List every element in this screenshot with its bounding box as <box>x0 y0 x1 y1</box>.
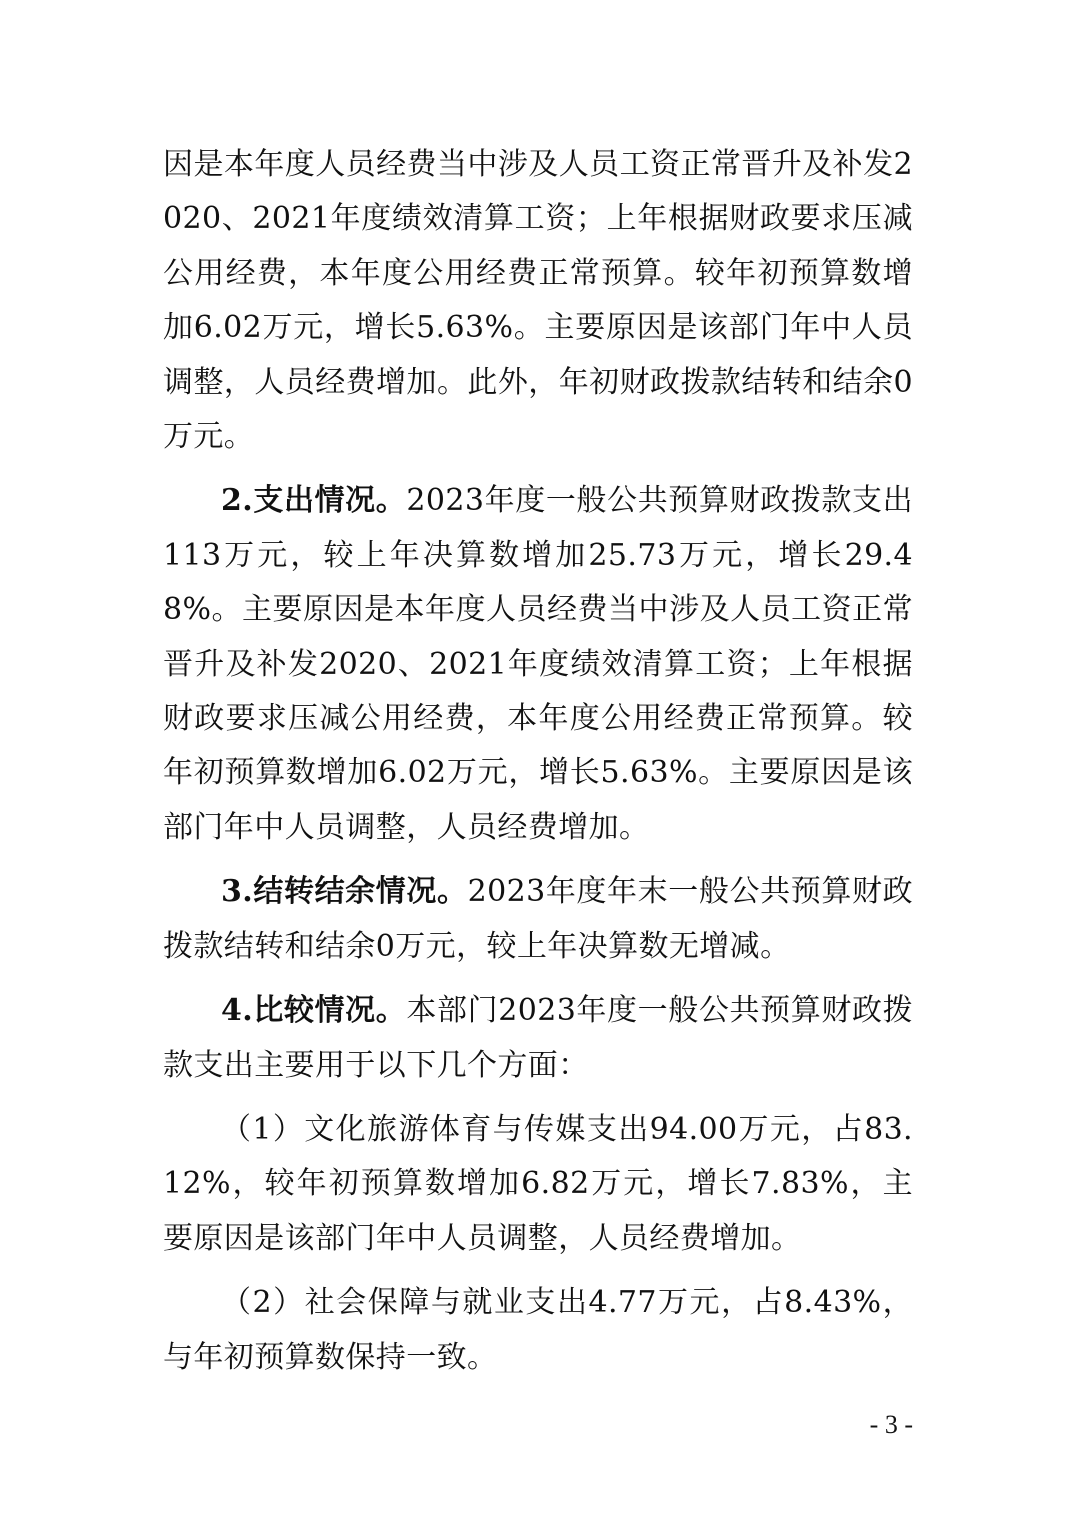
section-heading-carryover: 3.结转结余情况。 <box>221 874 468 910</box>
section-heading-expenditure: 2.支出情况。 <box>221 483 407 519</box>
paragraph-item-culture <box>163 1103 913 1266</box>
paragraph-text: 2023年度一般公共预算财政拨款支出113万元，较上年决算数增加25.73万元，增长29.48%。主要原因是本年度人员经费当中涉及人员工资正常晋升及补发2020、2021年度绩效清算工资；上年根据财政要求压减公用经费，本年度公用经费正常预算。较年初预算数增加6.02万元，增长5.63%。主要原因是该部门年中人员调整，人员经费增加。 <box>163 483 913 845</box>
paragraph-text: 本部门2023年度一般公共预算财政拨款支出主要用于以下几个方面： <box>163 993 913 1083</box>
paragraph-text: 2023年度年末一般公共预算财政拨款结转和结余0万元，较上年决算数无增减。 <box>163 874 914 964</box>
page-number: - 3 - <box>869 1410 913 1439</box>
section-heading-comparison: 4.比较情况。 <box>221 993 407 1029</box>
paragraph-continued <box>163 138 913 464</box>
paragraph-text: （2）社会保障与就业支出4.77万元，占8.43%，与年初预算数保持一致。 <box>163 1285 913 1375</box>
paragraph-comparison <box>163 984 913 1093</box>
paragraph-text: 因是本年度人员经费当中涉及人员工资正常晋升及补发2020、2021年度绩效清算工资；上年根据财政要求压减公用经费，本年度公用经费正常预算。较年初预算数增加6.02万元，增长5.63%。主要原因是该部门年中人员调整，人员经费增加。此外，年初财政拨款结转和结余0万元。 <box>163 147 913 455</box>
paragraph-carryover <box>163 865 913 974</box>
body-text <box>163 138 913 1385</box>
paragraph-text: （1）文化旅游体育与传媒支出94.00万元，占83.12%，较年初预算数增加6.82万元，增长7.83%，主要原因是该部门年中人员调整，人员经费增加。 <box>163 1111 913 1256</box>
paragraph-expenditure <box>163 474 913 855</box>
paragraph-item-social-security <box>163 1276 913 1385</box>
